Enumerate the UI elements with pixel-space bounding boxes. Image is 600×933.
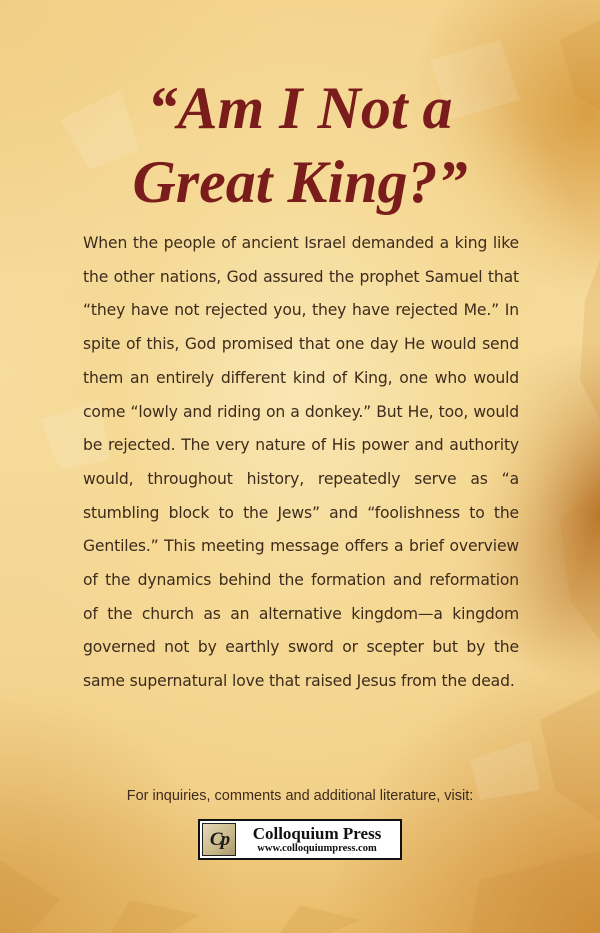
publisher-monogram-icon: Cp — [202, 823, 236, 856]
title-line-2: Great King?” — [132, 149, 468, 215]
description-paragraph: When the people of ancient Israel demanded a king like the other nations, God assured the prophet Samuel that “they have not rejected you, they have rejected Me.” In spite of this, God promised that one day He would send them an entirely different kind of King, one who would come “lowly and riding on a donkey.” But He, too, would be rejected. The very nature of His power and authority would, throughout history, repeatedly serve as “a stumbling block to the Jews” and “foolishness to the Gentiles.” This meeting message offers a brief overview of the dynamics behind the formation and reformation of the church as an alternative kingdom—a kingdom governed not by earthly sword or scepter but by the same supernatural love that raised Jesus from the dead. — [83, 234, 519, 691]
publisher-text — [236, 825, 398, 854]
inquiry-text: For inquiries, comments and additional literature, visit: — [126, 788, 474, 804]
publisher-logo[interactable] — [198, 819, 402, 860]
publisher-url[interactable]: www.colloquiumpress.com — [257, 842, 377, 854]
title-line-1: “Am I Not a — [147, 75, 453, 141]
publisher-name: Colloquium Press — [252, 824, 382, 844]
